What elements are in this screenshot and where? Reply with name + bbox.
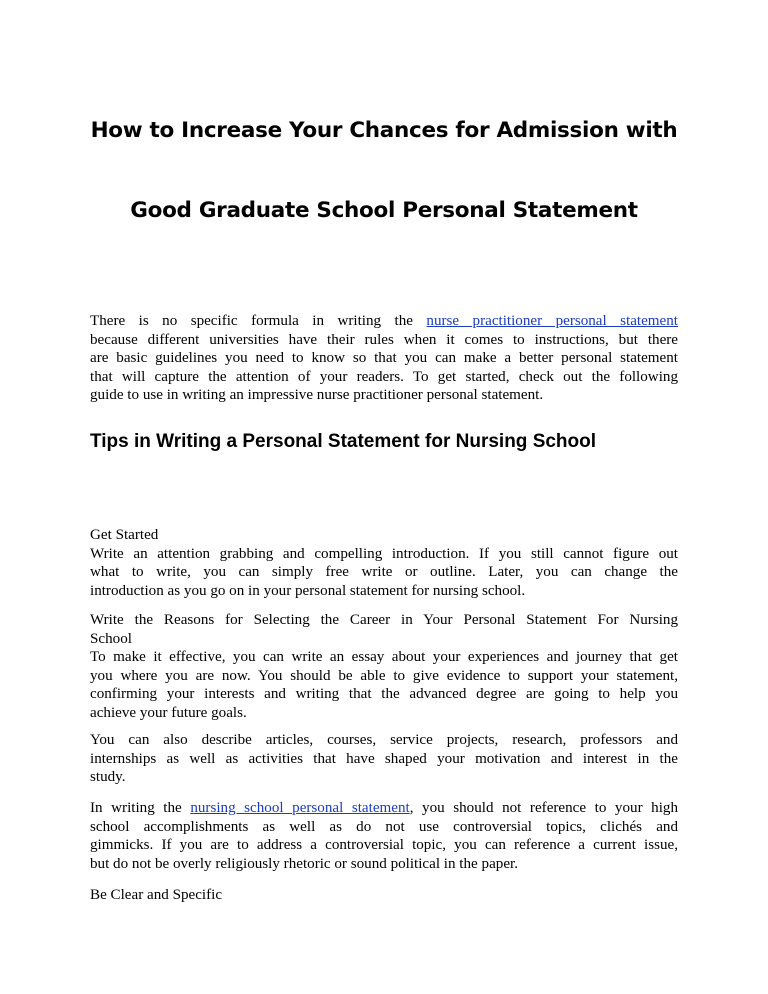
reasons-line-2: you where you are now. You should be able to give evidence to support your statement, [90, 667, 678, 684]
intro-line-3: are basic guidelines you need to know so that you can make a better personal statement [90, 350, 678, 367]
describe-line-3: study. [90, 769, 126, 786]
describe-line-1: You can also describe articles, courses, service projects, research, professors and [90, 732, 678, 748]
document-title-line-1: How to Increase Your Chances for Admission with [90, 118, 678, 143]
intro-line-5: guide to use in writing an impressive nurse practitioner personal statement. [90, 387, 544, 404]
reasons-label-line-1: Write the Reasons for Selecting the Career in Your Personal Statement For Nursing [90, 612, 678, 628]
writing-text-after-link: , you should not reference to your high [409, 800, 679, 816]
reasons-line-3: confirming your interests and writing that the advanced degree are going to help you [90, 686, 678, 703]
intro-line-2: because different universities have their rules when it comes to instructions, but there [90, 331, 678, 348]
intro-line-1 [90, 312, 678, 331]
section-heading: Tips in Writing a Personal Statement for Nursing School [90, 431, 597, 452]
reasons-label-line-2: School [90, 630, 132, 647]
writing-line-4: but do not be overly religiously rhetoric or sound political in the paper. [90, 855, 518, 872]
reasons-section [90, 611, 678, 723]
intro-text-before-link: There is no specific formula in writing the [90, 313, 427, 329]
be-clear-section [90, 886, 678, 905]
get-started-label: Get Started [90, 527, 159, 543]
get-started-line-2: what to write, you can simply free write or outline. Later, you can change the [90, 564, 678, 581]
intro-paragraph [90, 312, 678, 405]
nursing-school-personal-statement-link[interactable]: nursing school personal statement [190, 800, 410, 816]
get-started-line-3: introduction as you go on in your personal statement for nursing school. [90, 582, 526, 599]
writing-text-before-link: In writing the [90, 800, 191, 816]
writing-line-2: school accomplishments as well as do not use controversial topics, clichés and [90, 818, 678, 835]
describe-paragraph [90, 731, 678, 787]
reasons-line-1: To make it effective, you can write an essay about your experiences and journey that get [90, 649, 678, 666]
writing-line-1 [90, 799, 678, 818]
writing-paragraph [90, 799, 678, 873]
get-started-section [90, 526, 678, 600]
writing-line-3: gimmicks. If you are to address a controversial topic, you can reference a current issue, [90, 837, 678, 854]
describe-line-2: internships as well as activities that have shaped your motivation and interest in the [90, 750, 678, 767]
get-started-line-1: Write an attention grabbing and compelling introduction. If you still cannot figure out [90, 545, 678, 562]
reasons-line-4: achieve your future goals. [90, 704, 247, 721]
document-title-line-2: Good Graduate School Personal Statement [130, 198, 638, 223]
nurse-practitioner-personal-statement-link[interactable]: nurse practitioner personal statement [426, 313, 678, 329]
be-clear-label: Be Clear and Specific [90, 887, 223, 903]
intro-line-4: that will capture the attention of your readers. To get started, check out the following [90, 368, 678, 385]
